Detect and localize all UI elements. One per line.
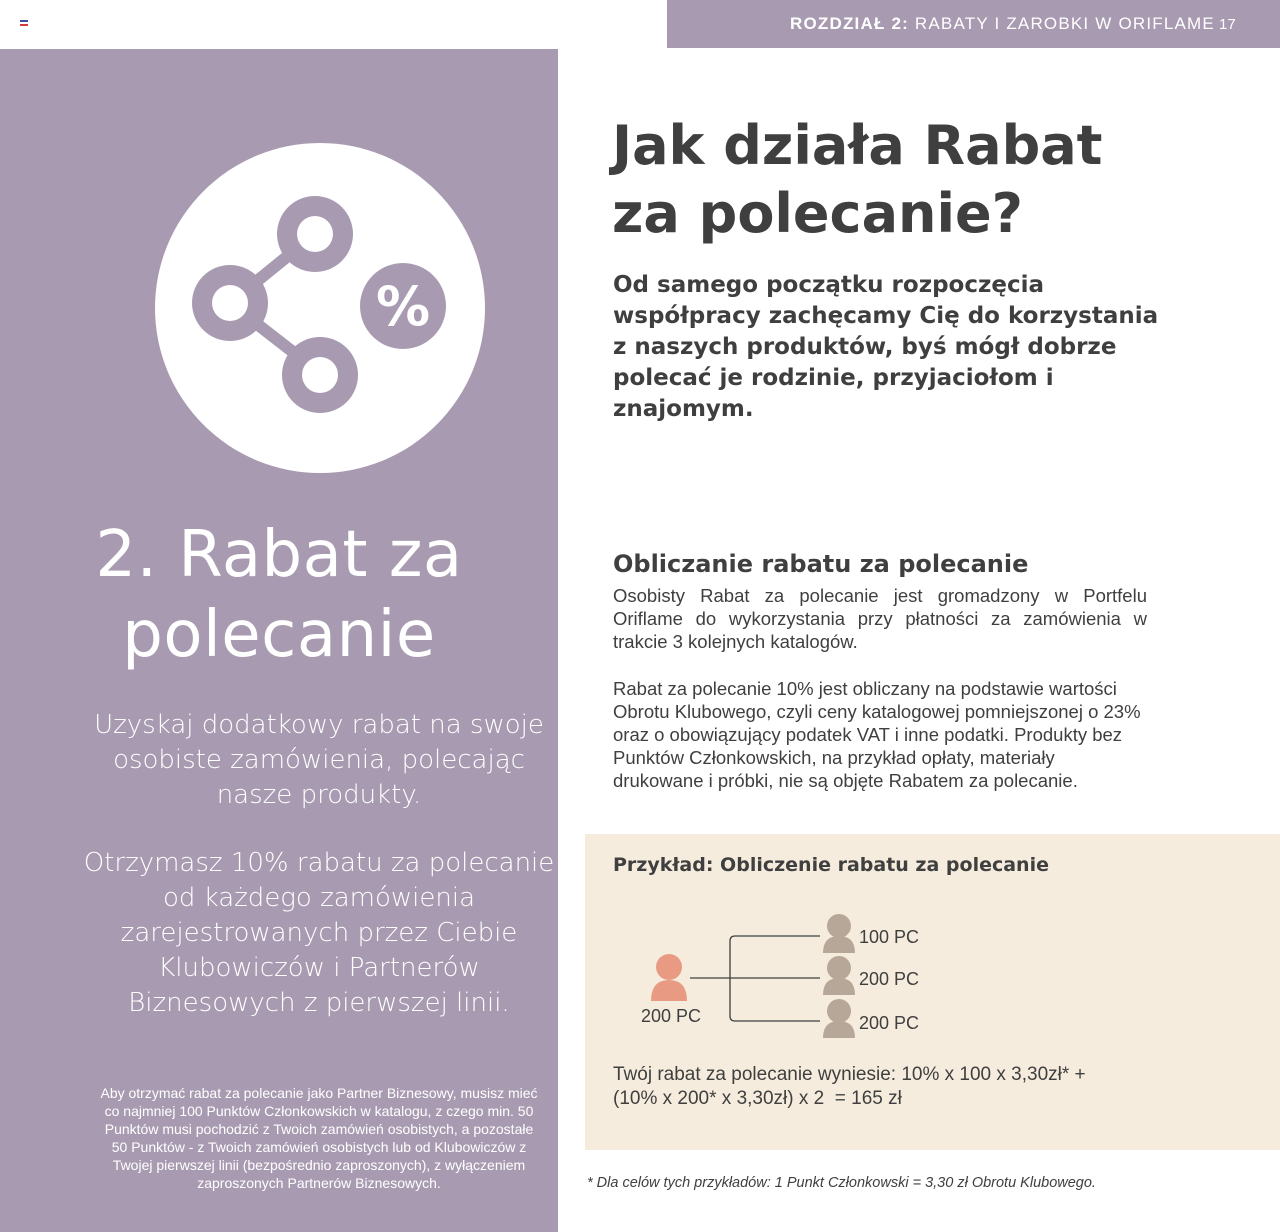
example-box bbox=[585, 834, 1280, 1150]
page-number: 17 bbox=[1219, 16, 1236, 33]
example-result-line2: (10% x 200* x 3,30zł) x 2 = 165 zł bbox=[613, 1088, 902, 1109]
chapter-label: ROZDZIAŁ 2: bbox=[790, 14, 909, 33]
root-points-label: 200 PC bbox=[641, 1006, 702, 1026]
person-child-icon bbox=[823, 914, 855, 953]
person-child-icon bbox=[823, 956, 855, 995]
icon-circle bbox=[155, 143, 485, 473]
page-title bbox=[612, 112, 1232, 248]
page-title-line1: Jak działa Rabat bbox=[612, 114, 1103, 177]
example-result bbox=[613, 1063, 1133, 1111]
chapter-name: RABATY I ZAROBKI W ORIFLAME bbox=[914, 14, 1215, 33]
panel-intro-text: Uzyskaj dodatkowy rabat na swoje osobiste zamówienia, polecając nasze produkty. bbox=[94, 710, 544, 810]
panel-title-line2: polecanie bbox=[122, 598, 436, 672]
section-paragraph-calculation: Rabat za polecanie 10% jest obliczany na podstawie wartości Obrotu Klubowego, czyli ceny katalogowej pomniejszonej o 23% oraz o obowiązujący podatek VAT i inne podatki. Produkty bez Punktów Członkowskich, na przykład opłaty, materiały drukowane i próbki, nie są objęte Rabatem za polecanie. bbox=[613, 678, 1141, 791]
person-child-icon bbox=[823, 999, 855, 1038]
panel-title-line1: 2. Rabat za bbox=[95, 518, 463, 592]
example-title: Przykład: Obliczenie rabatu za polecanie bbox=[613, 854, 1049, 876]
child-points-label: 200 PC bbox=[859, 969, 920, 989]
chapter-title bbox=[790, 14, 1215, 34]
left-panel bbox=[0, 49, 558, 1232]
panel-title bbox=[0, 515, 558, 675]
language-flag-icon bbox=[20, 20, 28, 26]
child-points-label: 200 PC bbox=[859, 1013, 920, 1033]
child-points-label: 100 PC bbox=[859, 927, 920, 947]
page-title-line2: za polecanie? bbox=[612, 182, 1023, 245]
lead-paragraph: Od samego początku rozpoczęcia współpracy zachęcamy Cię do korzystania z naszych produktów, byś mógł dobrze polecać je rodzinie, przyjaciołom i znajomym. bbox=[613, 272, 1159, 422]
svg-text:%: % bbox=[375, 275, 431, 338]
diagram-connectors bbox=[690, 936, 820, 1021]
share-percent-icon bbox=[155, 143, 485, 473]
section-paragraph-wallet: Osobisty Rabat za polecanie jest gromadzony w Portfelu Oriflame do wykorzystania przy płatności za zamówienia w trakcie 3 kolejnych katalogów. bbox=[613, 585, 1147, 652]
chapter-header bbox=[667, 0, 1280, 48]
section-heading: Obliczanie rabatu za polecanie bbox=[613, 550, 1029, 578]
footnote: * Dla celów tych przykładów: 1 Punkt Członkowski = 3,30 zł Obrotu Klubowego. bbox=[587, 1175, 1096, 1191]
example-result-line1: Twój rabat za polecanie wyniesie: 10% x 100 x 3,30zł* + bbox=[613, 1064, 1086, 1085]
person-root-icon bbox=[651, 954, 687, 1001]
panel-discount-text: Otrzymasz 10% rabatu za polecanie od każdego zamówienia zarejestrowanych przez Ciebie Klubowiczów i Partnerów Biznesowych z pierwszej linii. bbox=[83, 848, 555, 1018]
panel-note: Aby otrzymać rabat za polecanie jako Partner Biznesowy, musisz mieć co najmniej 100 Punktów Członkowskich w katalogu, z czego min. 50 Punktów musi pochodzić z Twoich zamówień osobistych, a pozostałe 50 Punktów - z Twoich zamówień osobistych lub od Klubowiczów z Twojej pierwszej linii (bezpośrednio zaproszonych), z wyłączeniem zaproszonych Partnerów Biznesowych. bbox=[100, 1085, 538, 1191]
